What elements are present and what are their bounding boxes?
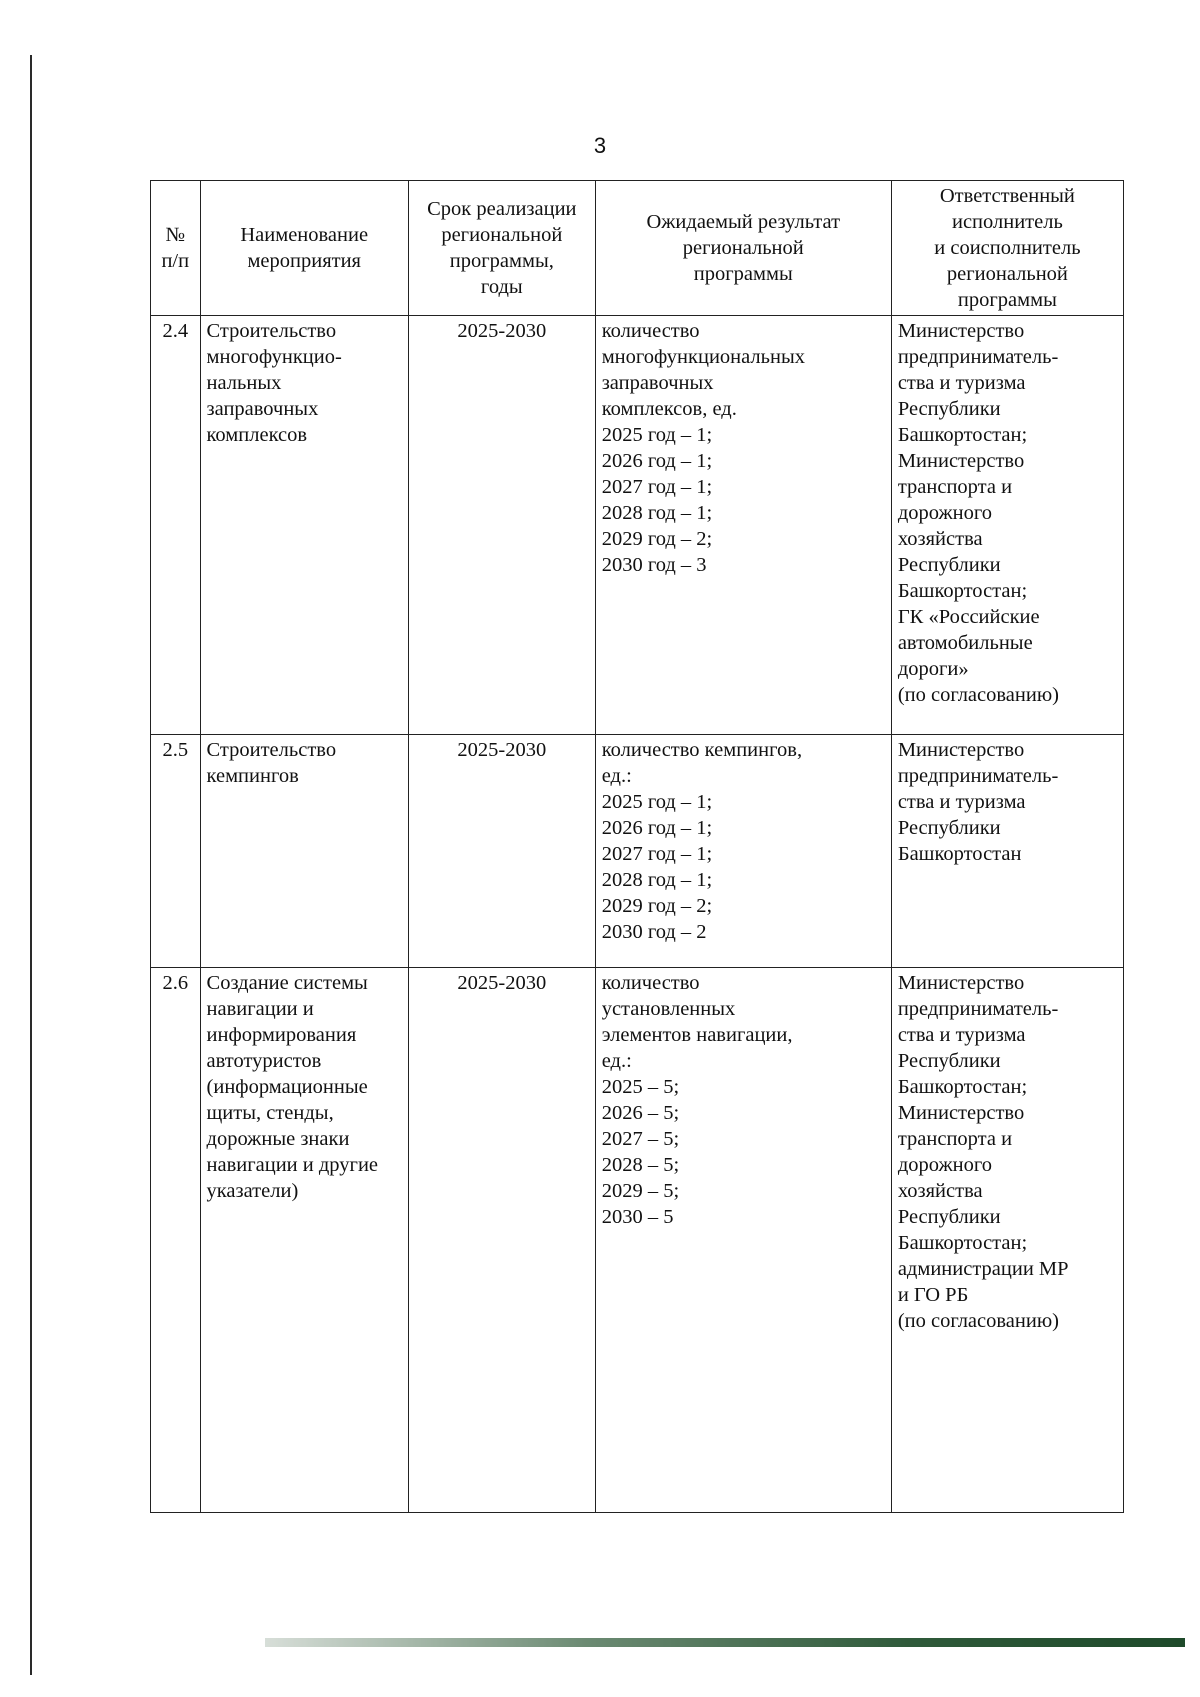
table-header-row [151, 181, 1124, 316]
page-number: 3 [593, 133, 607, 158]
row-term: 2025-2030 [408, 735, 595, 968]
row-expected-result: количество установленных элементов навигации, ед.: 2025 – 5; 2026 – 5; 2027 – 5; 2028 – 5; 2029 – 5; 2030 – 5 [595, 968, 891, 1513]
measures-table [150, 180, 1124, 1513]
row-expected-result: количество многофункциональных заправочных комплексов, ед. 2025 год – 1; 2026 год – 1; 2027 год – 1; 2028 год – 1; 2029 год – 2; 2030 год – 3 [595, 316, 891, 735]
row-responsible: Министерство предприниматель- ства и туризма Республики Башкортостан; Министерство транспорта и дорожного хозяйства Республики Башкортостан; ГК «Российские автомобильные дороги» (по согласованию) [891, 316, 1123, 735]
header-number: № п/п [151, 181, 201, 316]
header-responsible: Ответственный исполнитель и соисполнитель региональной программы [891, 181, 1123, 316]
row-term: 2025-2030 [408, 316, 595, 735]
table-row [151, 735, 1124, 968]
table-row [151, 316, 1124, 735]
header-expected-result: Ожидаемый результат региональной программы [595, 181, 891, 316]
row-measure-name: Создание системы навигации и информирования автотуристов (информационные щиты, стенды, дорожные знаки навигации и другие указатели) [200, 968, 408, 1513]
row-expected-result: количество кемпингов, ед.: 2025 год – 1; 2026 год – 1; 2027 год – 1; 2028 год – 1; 2029 год – 2; 2030 год – 2 [595, 735, 891, 968]
row-number: 2.4 [151, 316, 201, 735]
scan-bottom-edge [265, 1638, 1185, 1647]
row-measure-name: Строительство многофункцио- нальных заправочных комплексов [200, 316, 408, 735]
row-responsible: Министерство предприниматель- ства и туризма Республики Башкортостан [891, 735, 1123, 968]
header-measure-name: Наименование мероприятия [200, 181, 408, 316]
header-term: Срок реализации региональной программы, годы [408, 181, 595, 316]
scan-edge-line [30, 55, 32, 1675]
row-responsible: Министерство предприниматель- ства и туризма Республики Башкортостан; Министерство транспорта и дорожного хозяйства Республики Башкортостан; администрации МР и ГО РБ (по согласованию) [891, 968, 1123, 1513]
row-measure-name: Строительство кемпингов [200, 735, 408, 968]
row-number: 2.5 [151, 735, 201, 968]
row-term: 2025-2030 [408, 968, 595, 1513]
table-row [151, 968, 1124, 1513]
row-number: 2.6 [151, 968, 201, 1513]
